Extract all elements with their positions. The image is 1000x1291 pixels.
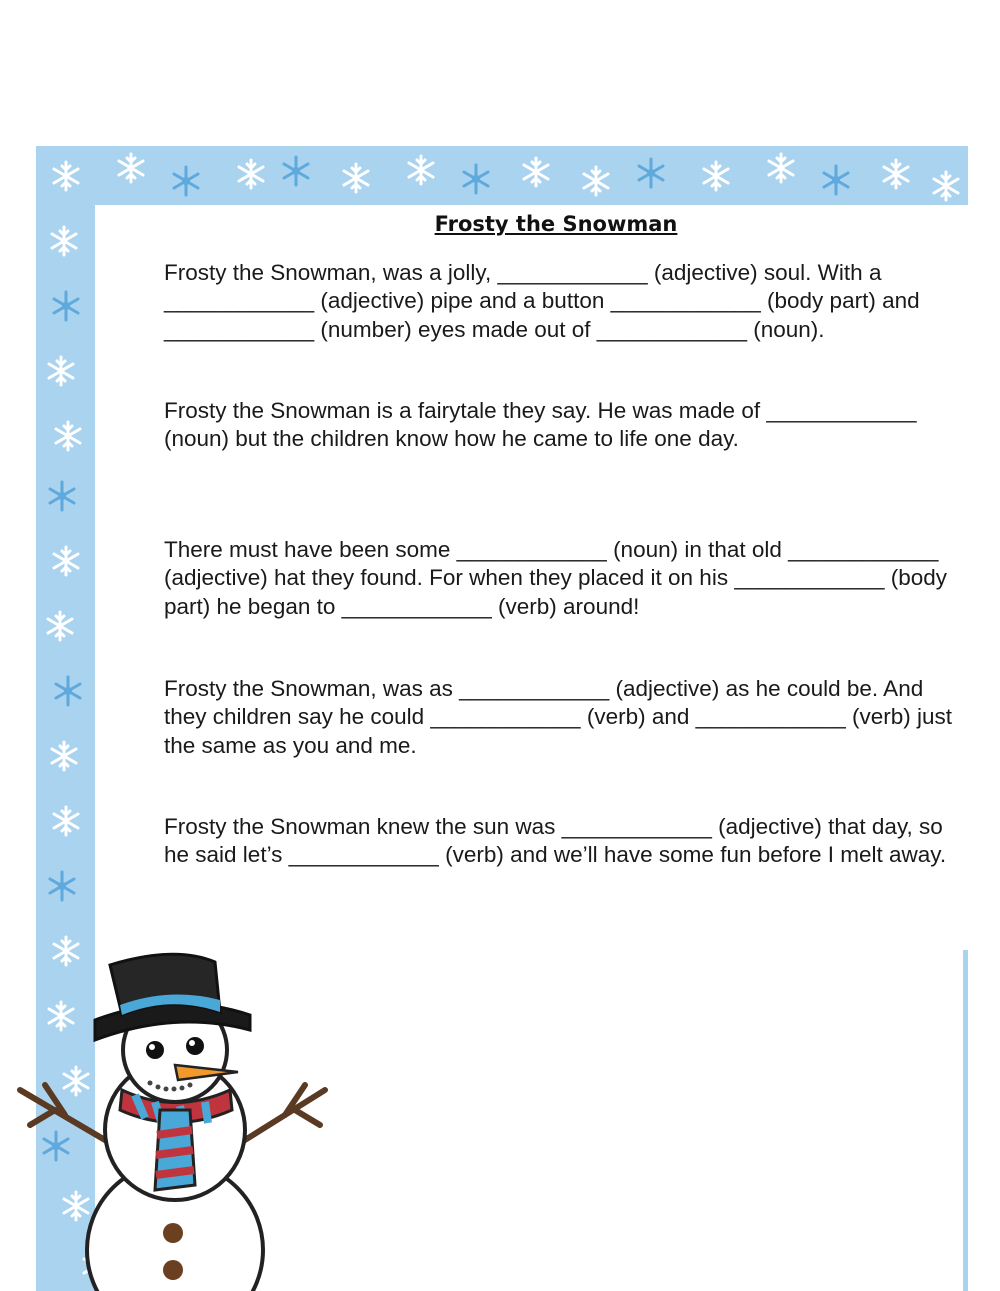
paragraph-5: Frosty the Snowman knew the sun was ____________ (adjective) that day, so he said let’s ____________ (verb) and we’ll have some fun before I melt away.	[164, 814, 947, 868]
paragraph-2: Frosty the Snowman is a fairytale they say. He was made of ____________ (noun) but the children know how he came to life one day.	[164, 398, 917, 452]
paragraph-1: Frosty the Snowman, was a jolly, ____________ (adjective) soul. With a ____________ (adjective) pipe and a button ____________ (body part) and ____________ (number) eyes made out of ____________ (noun).	[164, 260, 920, 342]
snowman-illustration	[10, 950, 340, 1291]
worksheet-title: Frosty the Snowman	[434, 212, 678, 236]
paragraph-4: Frosty the Snowman, was as ____________ (adjective) as he could be. And they children say he could ____________ (verb) and ____________ (verb) just the same as you and me.	[164, 676, 953, 758]
paragraph-3: There must have been some ____________ (noun) in that old ____________ (adjective) hat they found. For when they placed it on his ____________ (body part) he began to ____________ (verb) around!	[164, 537, 948, 619]
